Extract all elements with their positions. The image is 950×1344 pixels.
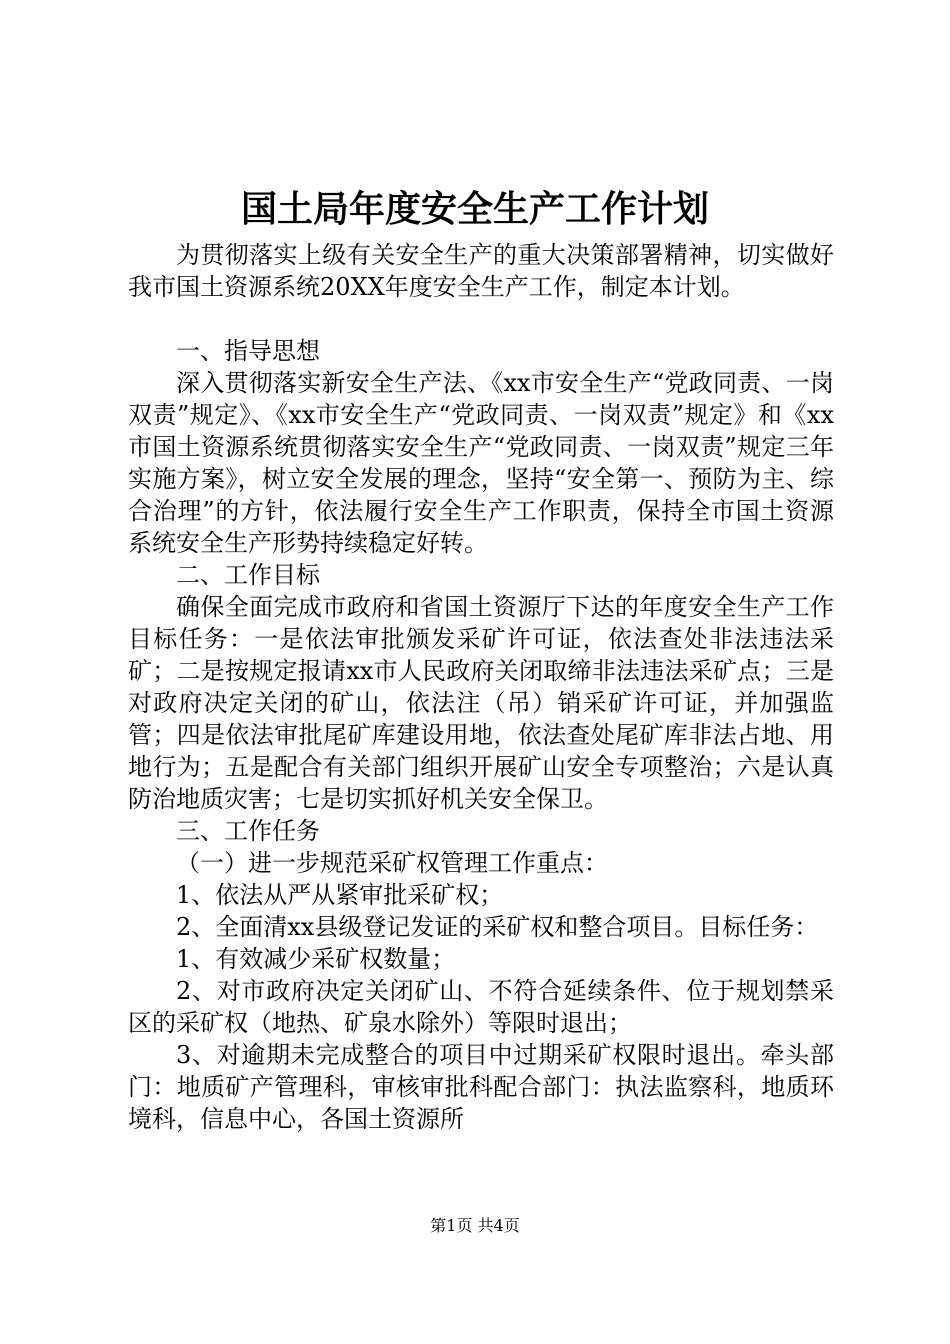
section-heading-guiding-ideology: 一、指导思想 <box>176 337 320 365</box>
guiding-ideology-paragraph: 深入贯彻落实新安全生产法、《xx市安全生产“党政同责、一岗双责”规定》、《xx市安全生产“党政同责、一岗双责”规定》和《xx市国土资源系统贯彻落实安全生产“党政同责、一岗双责”规定三年实施方案》，树立安全发展的理念，坚持“安全第一、预防为主、综合治理”的方针，依法履行安全生产工作职责，保持全市国土资源系统安全生产形势持续稳定好转。 <box>128 369 834 557</box>
section-heading-work-tasks: 三、工作任务 <box>176 817 320 845</box>
intro-paragraph: 为贯彻落实上级有关安全生产的重大决策部署精神，切实做好我市国土资源系统20XX年度安全生产工作，制定本计划。 <box>128 241 834 301</box>
work-goals-paragraph: 确保全面完成市政府和省国土资源厅下达的年度安全生产工作目标任务：一是依法审批颁发采矿许可证，依法查处非法违法采矿；二是按规定报请xx市人民政府关闭取缔非法违法采矿点；三是对政府决定关闭的矿山，依法注（吊）销采矿许可证，并加强监管；四是依法审批尾矿库建设用地，依法查处尾矿库非法占地、用地行为；五是配合有关部门组织开展矿山安全专项整治；六是认真防治地质灾害；七是切实抓好机关安全保卫。 <box>128 593 834 813</box>
list-item: 1、依法从严从紧审批采矿权； <box>176 881 504 909</box>
section-heading-work-goals: 二、工作目标 <box>176 561 320 589</box>
document-body <box>128 239 834 1135</box>
page-number-footer: 第1页 共4页 <box>430 1216 520 1235</box>
list-item: 2、对市政府决定关闭矿山、不符合延续条件、位于规划禁采区的采矿权（地热、矿泉水除外）等限时退出； <box>128 977 834 1037</box>
list-item: 3、对逾期未完成整合的项目中过期采矿权限时退出。牵头部门：地质矿产管理科，审核审批科配合部门：执法监察科，地质环境科，信息中心，各国土资源所 <box>128 1041 834 1133</box>
document-title: 国土局年度安全生产工作计划 <box>240 188 709 230</box>
subsection-heading-mining-rights: （一）进一步规范采矿权管理工作重点： <box>176 849 608 877</box>
list-item: 2、全面清xx县级登记发证的采矿权和整合项目。目标任务： <box>176 913 819 941</box>
paragraph-gap <box>128 303 834 335</box>
list-item: 1、有效减少采矿权数量； <box>176 945 456 973</box>
